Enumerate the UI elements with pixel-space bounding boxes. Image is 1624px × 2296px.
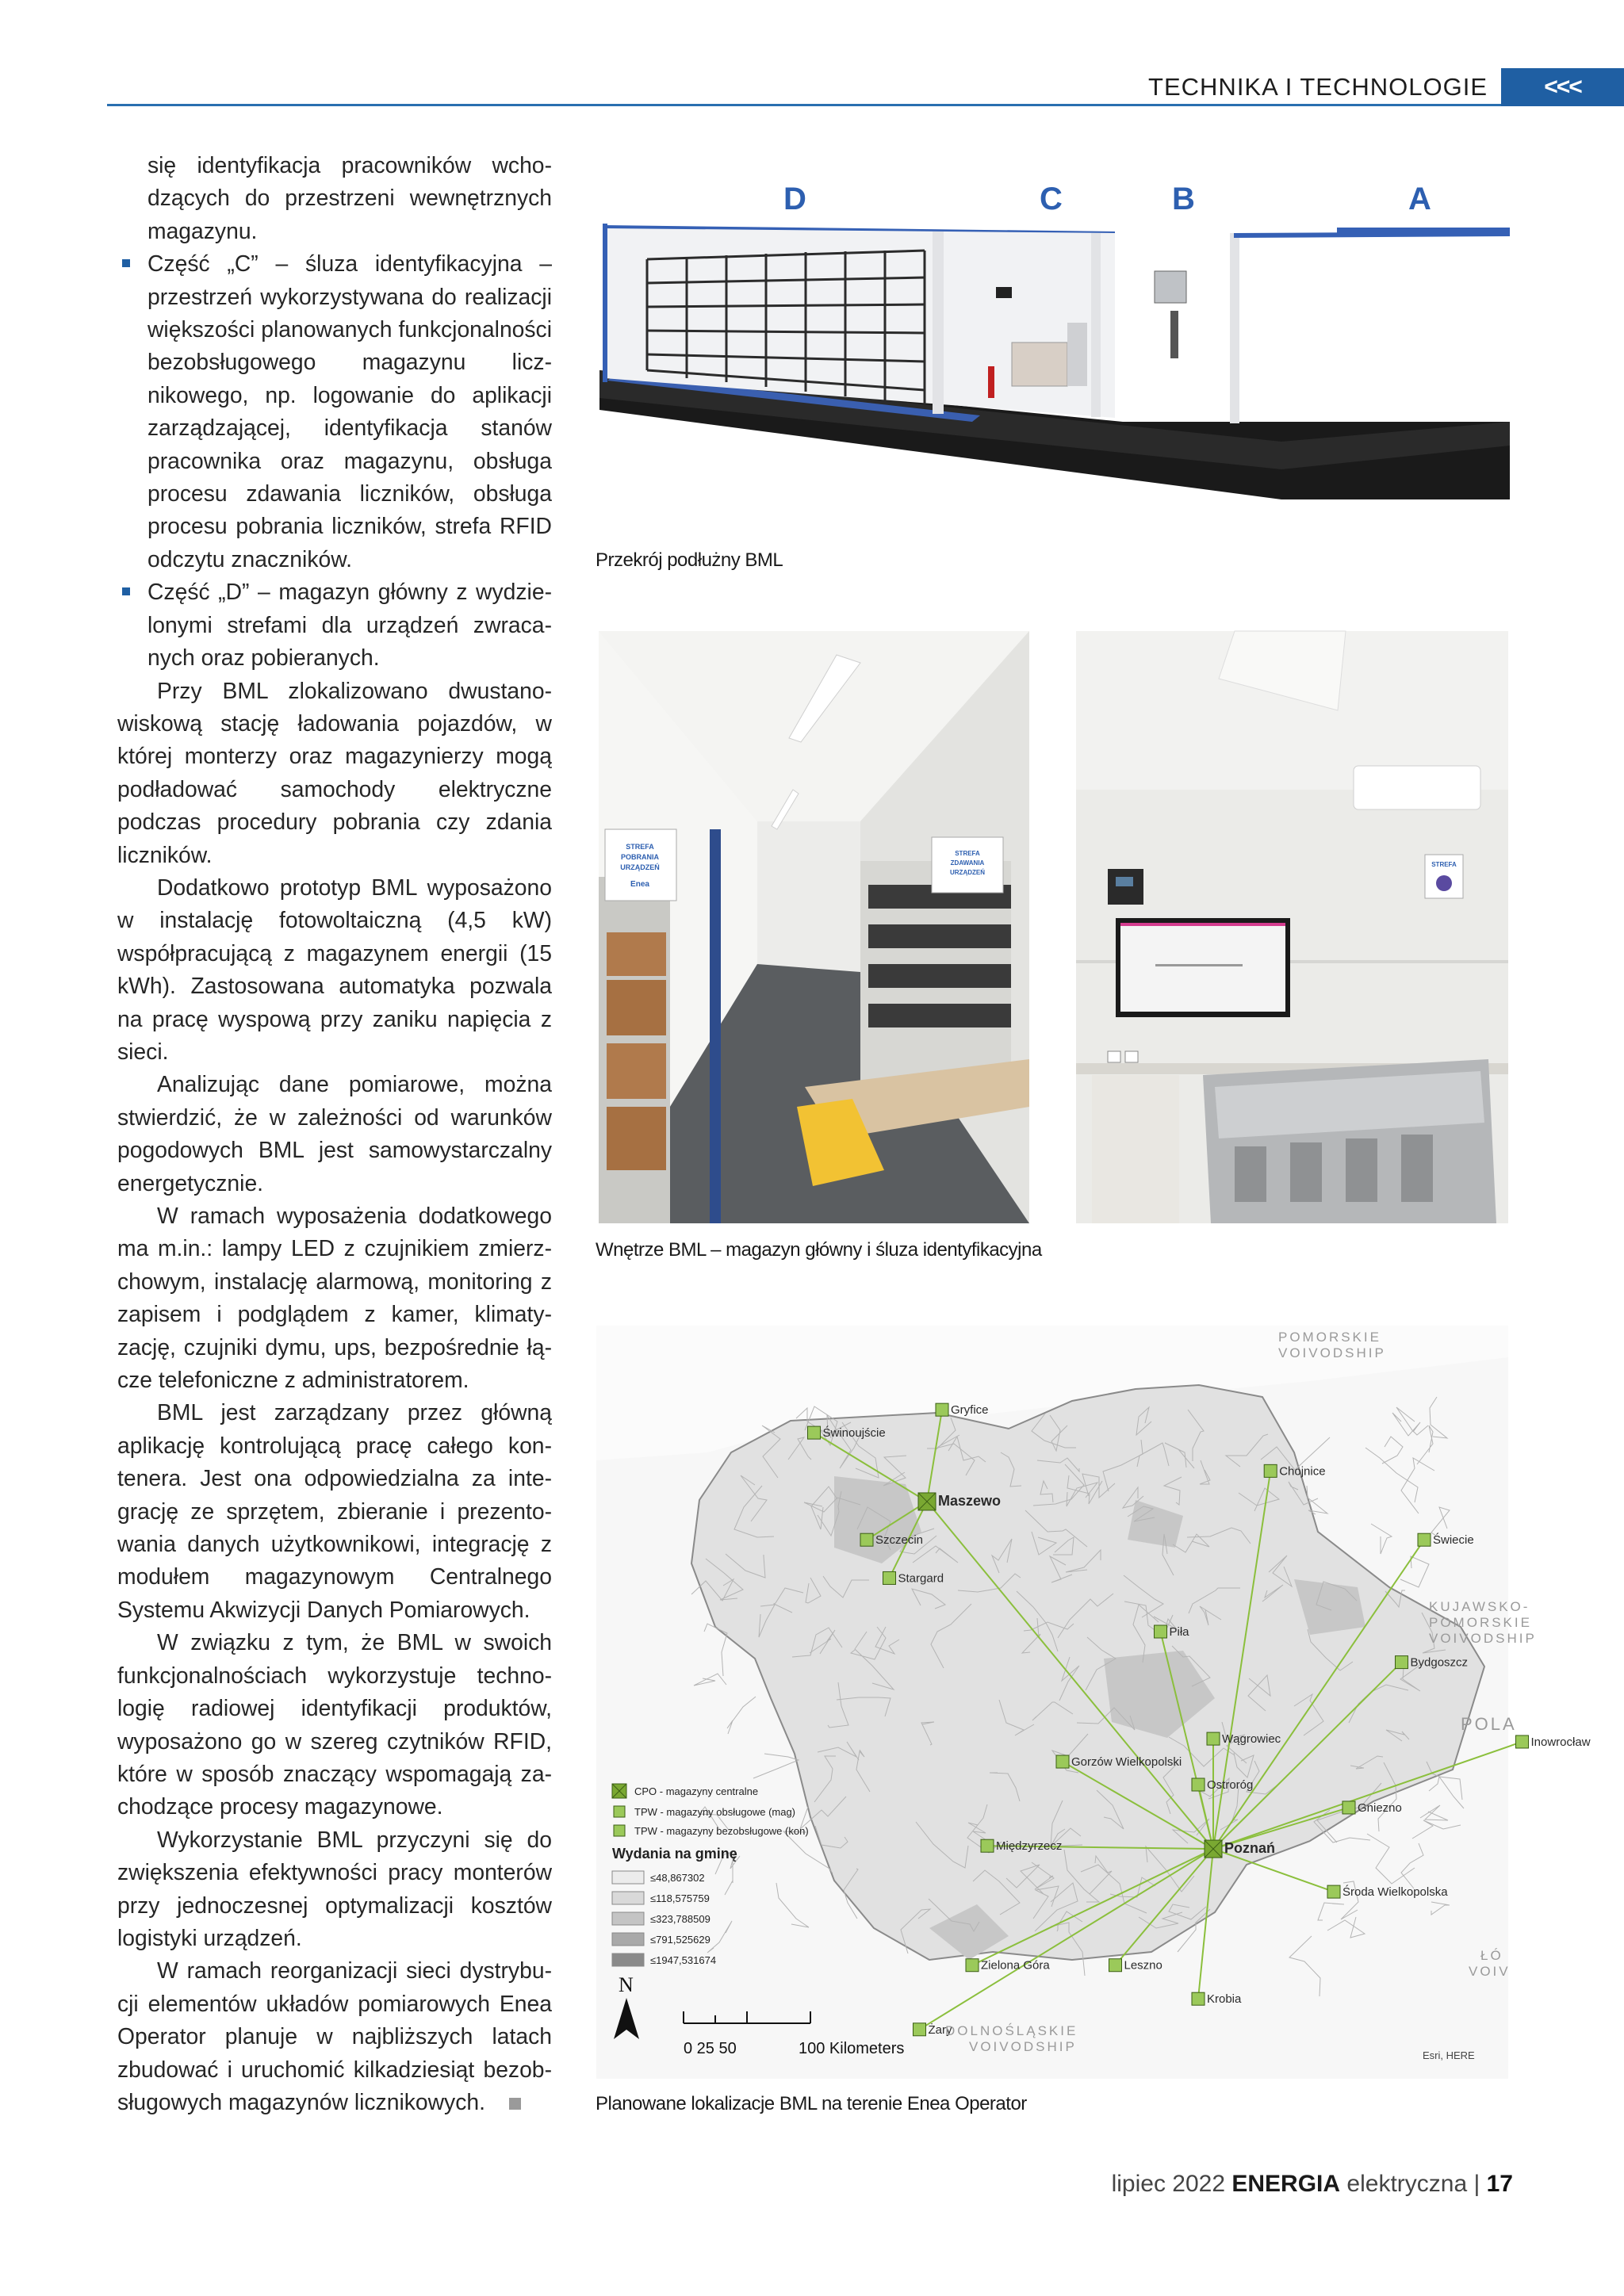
map-illustration bbox=[596, 1326, 1591, 2079]
caption-cross-section: Przekrój podłużny BML bbox=[596, 549, 783, 571]
city-label: Gryfice bbox=[951, 1403, 989, 1418]
location-marker bbox=[1205, 1840, 1222, 1858]
sign-return-line3: URZĄDZEŃ bbox=[950, 869, 985, 876]
location-marker bbox=[883, 1571, 896, 1584]
section-label-b: B bbox=[1172, 182, 1195, 216]
location-marker bbox=[1155, 1625, 1167, 1638]
north-label: N bbox=[619, 1973, 634, 1996]
location-marker bbox=[1109, 1959, 1122, 1972]
location-marker bbox=[1396, 1656, 1408, 1669]
paragraph: W ramach wyposażenia dodatkowego ma m.in.: lampy LED z czujnikiem zmierzchowym, instalację alarmową, monitoring z zapisem i podglądem z kamer, klimatyzację, czujniki dymu, ups, bezpośrednie łącze telefoniczne z administratorem. bbox=[117, 1203, 552, 1393]
location-marker bbox=[808, 1426, 821, 1439]
map-credit: Esri, HERE bbox=[1423, 2049, 1475, 2061]
region-label-lodz: ŁÓ bbox=[1480, 1948, 1503, 1963]
legend-class-swatch bbox=[612, 1871, 644, 1884]
city-label: Maszewo bbox=[938, 1492, 1002, 1509]
footer-magazine-bold: ENERGIA bbox=[1231, 2171, 1341, 2197]
city-label: Środa Wielkopolska bbox=[1342, 1885, 1448, 1900]
city-label: Poznań bbox=[1224, 1840, 1276, 1857]
paragraph: Przy BML zlokalizowano dwustanowiskową stację ładowania pojazdów, w której monterzy oraz magazynierzy mogą podładować samochody elektryczne podczas procedury pobrania czy zdania liczników. bbox=[117, 677, 552, 867]
legend-class-label: ≤791,525629 bbox=[650, 1934, 710, 1946]
paragraph: Dodatkowo prototyp BML wyposażono w instalację fotowoltaiczną (4,5 kW) współpracującą z magazynem energii (15 kWh). Zastosowana automatyka pozwala na pracę wyspową przy zaniku napięcia z sieci. bbox=[117, 874, 552, 1064]
region-label-voivodship2: VOIVODSHIP bbox=[1429, 1631, 1537, 1646]
location-marker bbox=[1516, 1735, 1529, 1748]
sign-return-line2: ZDAWANIA bbox=[950, 859, 985, 867]
end-of-article-mark bbox=[509, 2098, 521, 2110]
bullet-text: Część „D” – magazyn główny z wydzielonymi strefami dla urządzeń zwracanych oraz pobieranych. bbox=[147, 579, 552, 671]
legend-class-label: ≤118,575759 bbox=[650, 1892, 710, 1904]
legend-tpw-mag: TPW - magazyny obsługowe (mag) bbox=[634, 1806, 796, 1818]
bullet-item bbox=[117, 576, 552, 674]
paragraph: się identyfikacja pracowników wchodzących do przestrzeni wewnętrznych magazynu. bbox=[147, 152, 552, 243]
caption-map: Planowane lokalizacje BML na terenie Enea Operator bbox=[596, 2093, 1027, 2114]
location-marker bbox=[1327, 1885, 1340, 1898]
scale-ticks: 0 25 50 bbox=[684, 2040, 737, 2057]
section-label-a: A bbox=[1408, 182, 1431, 216]
legend-cpo: CPO - magazyny centralne bbox=[634, 1785, 759, 1797]
paragraph: W związku z tym, że BML w swoich funkcjonalnościach wykorzystuje technologię radiowej identyfikacji produktów, wyposażono go w szereg czytników RFID, które w sposób znaczący wspomagają zachodzące procesy magazynowe. bbox=[117, 1629, 552, 1820]
location-marker bbox=[1192, 1992, 1205, 2005]
legend-title: Wydania na gminę bbox=[612, 1846, 737, 1862]
section-label-c: C bbox=[1040, 182, 1063, 216]
city-label: Szczecin bbox=[875, 1533, 924, 1548]
bullet-text: Część „C” – śluza identyfikacyjna – przestrzeń wykorzystywana do realizacji większości planowanych funkcjonalności bezobsługowego magazynu licznikowego, np. logowanie do aplikacji zarządzającej, identyfikacja stanów pracownika oraz magazynu, obsługa procesu zdawania liczników, obsługa procesu pobrania liczników, strefa RFID odczytu znaczników. bbox=[147, 251, 552, 572]
legend-class-swatch bbox=[612, 1892, 644, 1904]
city-label: Wągrowiec bbox=[1222, 1732, 1281, 1747]
city-label: Krobia bbox=[1207, 1992, 1242, 2007]
bullet-item bbox=[117, 247, 552, 576]
region-label-kujawsko: KUJAWSKO- bbox=[1429, 1599, 1530, 1614]
photo-identification-gate bbox=[1076, 631, 1508, 1223]
legend-class-label: ≤1947,531674 bbox=[650, 1954, 717, 1966]
sign-pickup-line2: POBRANIA bbox=[620, 853, 660, 861]
footer-magazine: elektryczna bbox=[1346, 2171, 1468, 2197]
footer-separator: | bbox=[1473, 2171, 1480, 2197]
bullet-square-icon bbox=[122, 259, 130, 267]
sign-pickup-line3: URZĄDZEŃ bbox=[620, 863, 660, 871]
sign-return-line1: STREFA bbox=[955, 850, 980, 857]
region-label-dolnoslaskie: DOLNOŚLĄSKIE bbox=[945, 2023, 1078, 2038]
page-footer bbox=[1112, 2171, 1513, 2198]
sign-pickup-line1: STREFA bbox=[626, 843, 654, 851]
city-label: Gorzów Wielkopolski bbox=[1071, 1755, 1182, 1770]
city-label: Świecie bbox=[1433, 1533, 1474, 1548]
legend-class-label: ≤323,788509 bbox=[650, 1913, 710, 1925]
sign-zone-label: STREFA bbox=[1431, 861, 1457, 868]
location-marker bbox=[1418, 1533, 1431, 1546]
enea-logo: Enea bbox=[630, 880, 649, 889]
caption-interior: Wnętrze BML – magazyn główny i śluza identyfikacyjna bbox=[596, 1239, 1042, 1261]
region-label-pola: POLA bbox=[1461, 1714, 1517, 1734]
location-marker bbox=[860, 1533, 873, 1546]
section-chevrons: <<< bbox=[1501, 68, 1624, 106]
paragraph: BML jest zarządzany przez główną aplikację kontrolującą pracę całego kontenera. Jest ona odpowiedzialna za integrację ze sprzętem, zbieranie i prezentowania danych użytkownikowi, integrację z modułem magazynowym Centralnego Systemu Akwizycji Danych Pomiarowych. bbox=[117, 1399, 552, 1622]
warehouse-interior-illustration bbox=[599, 631, 1029, 1223]
city-label: Leszno bbox=[1124, 1958, 1162, 1973]
location-marker bbox=[914, 2023, 926, 2036]
header-rule bbox=[107, 104, 1624, 106]
location-marker bbox=[1192, 1778, 1205, 1791]
paragraph: Analizując dane pomiarowe, można stwierdzić, że w zależności od warunków pogodowych BML jest samowystarczalny energetycznie. bbox=[117, 1071, 552, 1196]
article-text-column bbox=[117, 149, 552, 2118]
scale-unit: 100 Kilometers bbox=[799, 2040, 905, 2057]
legend-class-swatch bbox=[612, 1954, 644, 1966]
city-label: Inowrocław bbox=[1530, 1735, 1591, 1749]
city-label: Gniezno bbox=[1358, 1800, 1402, 1815]
city-label: Zielona Góra bbox=[981, 1958, 1050, 1973]
region-label-voivodship: VOIVODSHIP bbox=[1278, 1345, 1386, 1360]
paragraph bbox=[117, 1954, 552, 2118]
location-marker bbox=[918, 1493, 936, 1510]
city-label: Bydgoszcz bbox=[1410, 1655, 1469, 1670]
region-label-voivodship3: VOIVODSHIP bbox=[969, 2039, 1077, 2054]
section-title: TECHNIKA I TECHNOLOGIE bbox=[1148, 73, 1488, 101]
section-label-d: D bbox=[783, 182, 806, 216]
region-label-pomorskie: POMORSKIE bbox=[1278, 1330, 1381, 1345]
location-marker bbox=[1207, 1732, 1220, 1745]
city-label: Ostroróg bbox=[1207, 1778, 1254, 1792]
region-label-voiv: VOIV bbox=[1469, 1964, 1511, 1979]
city-label: Piła bbox=[1169, 1625, 1189, 1639]
legend-class-swatch bbox=[612, 1912, 644, 1925]
container-cross-section-illustration bbox=[599, 184, 1510, 501]
city-label: Międzyrzecz bbox=[996, 1839, 1063, 1854]
location-marker bbox=[1056, 1755, 1069, 1768]
city-label: Żary bbox=[928, 2022, 952, 2037]
map-bml-locations bbox=[596, 1326, 1591, 2079]
location-marker bbox=[966, 1959, 979, 1972]
region-label-pomorskie2: POMORSKIE bbox=[1429, 1615, 1532, 1630]
legend-class-label: ≤48,867302 bbox=[650, 1872, 705, 1884]
figure-cross-section bbox=[599, 184, 1510, 501]
page-number: 17 bbox=[1486, 2171, 1513, 2197]
city-label: Chojnice bbox=[1279, 1464, 1326, 1479]
location-marker bbox=[1264, 1464, 1277, 1477]
paragraph: Wykorzystanie BML przyczyni się do zwiększenia efektywności pracy monterów przy jednoczesnej optymalizacji kosztów logistyki urządzeń. bbox=[117, 1826, 552, 1950]
location-marker bbox=[1342, 1801, 1355, 1814]
legend-class-swatch bbox=[612, 1933, 644, 1946]
identification-gate-illustration bbox=[1076, 631, 1508, 1223]
location-marker bbox=[936, 1403, 948, 1416]
bullet-square-icon bbox=[122, 587, 130, 595]
location-marker bbox=[981, 1839, 994, 1852]
city-label: Świnoujście bbox=[822, 1426, 886, 1441]
city-label: Stargard bbox=[898, 1571, 944, 1586]
footer-issue: lipiec 2022 bbox=[1111, 2171, 1226, 2197]
paragraph-text: W ramach reorganizacji sieci dystrybucji elementów układów pomiarowych Enea Operator planuje w najbliższych latach zbudować i uruchomić kilkadziesiąt bezobsługowych magazynów licznikowych. bbox=[117, 1957, 552, 2114]
photo-warehouse-interior bbox=[599, 631, 1029, 1223]
legend-tpw-kon: TPW - magazyny bezobsługowe (kon) bbox=[634, 1825, 809, 1837]
